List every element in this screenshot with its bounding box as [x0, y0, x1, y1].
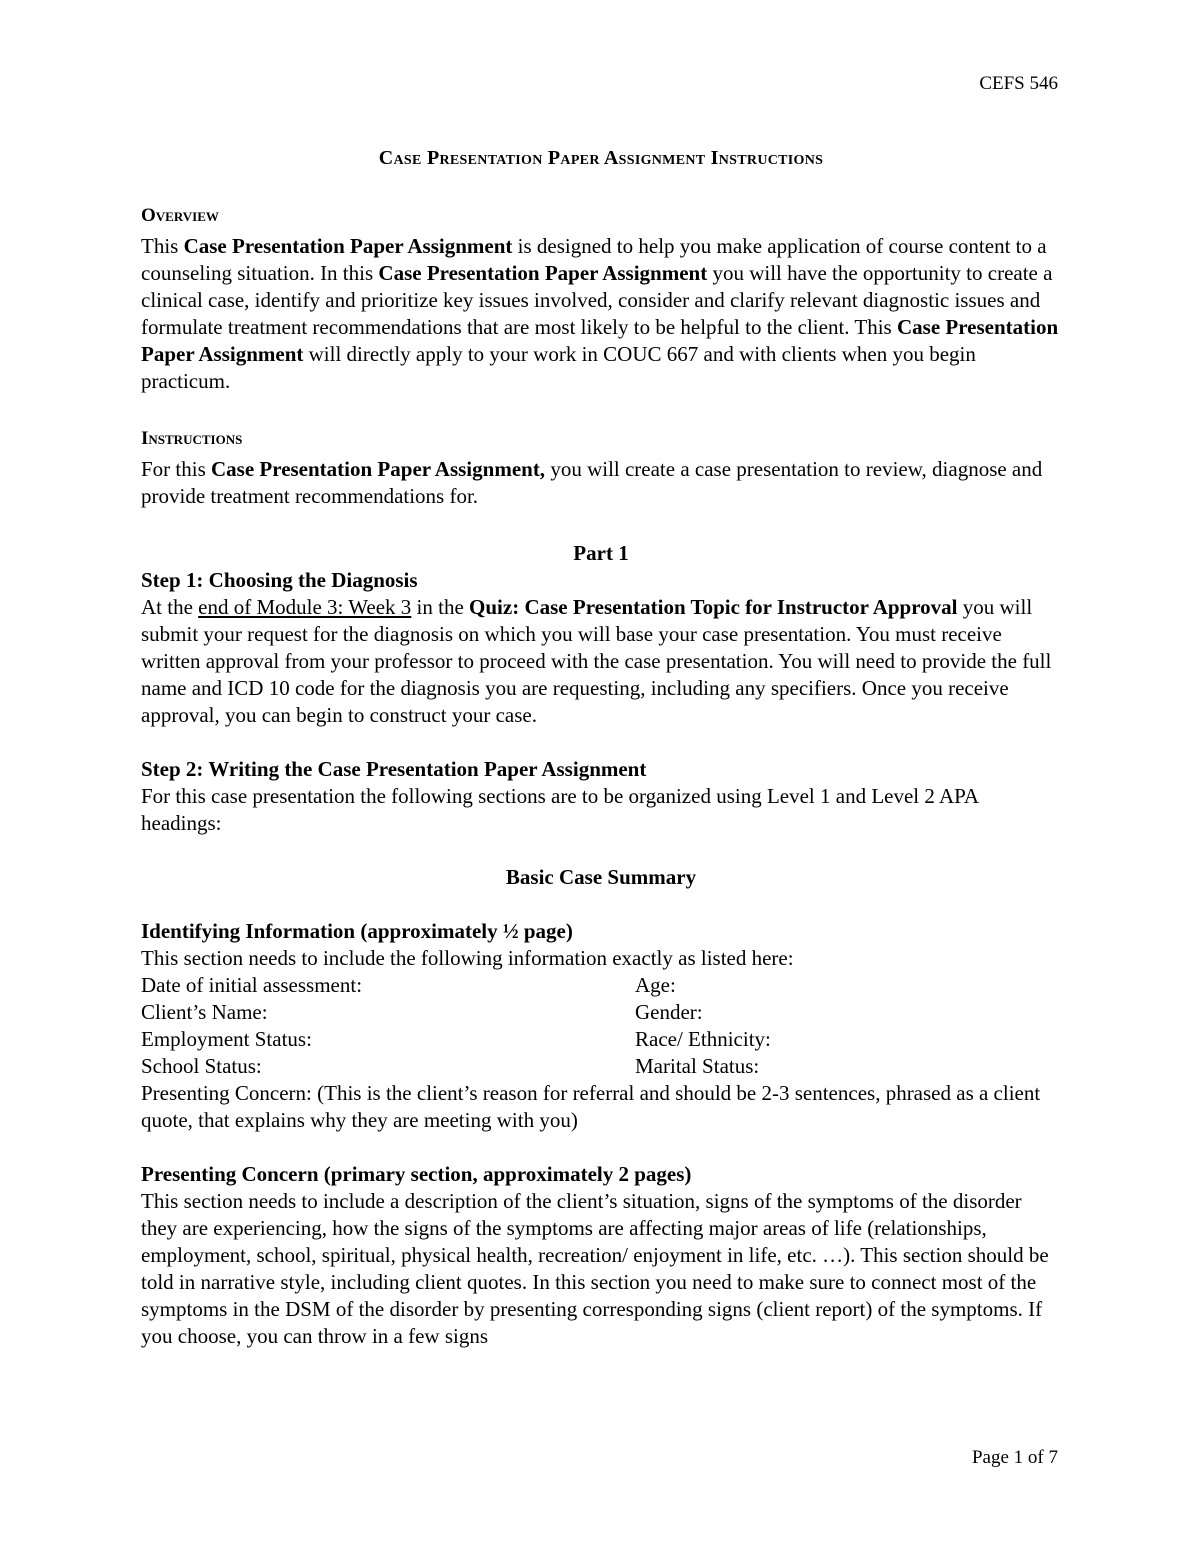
- bold-text: Case Presentation Paper Assignment: [183, 234, 513, 258]
- presenting-concern-note: Presenting Concern: (This is the client’s reason for referral and should be 2-3 sentences, phrased as a client quote, that explains why they are meeting with you): [141, 1081, 1041, 1132]
- field-label: Race/ Ethnicity:: [635, 1027, 771, 1051]
- step1-paragraph: [141, 594, 1061, 729]
- text-run: you will create a case presentation to review, diagnose and provide treatment recommendations for.: [141, 457, 1043, 508]
- identifying-information-heading: Identifying Information (approximately ½ page): [141, 919, 573, 943]
- field-label: School Status:: [141, 1054, 262, 1078]
- page-number: Page 1 of 7: [971, 1447, 1058, 1468]
- instructions-heading: Instructions: [141, 428, 243, 449]
- text-run: you will submit your request for the diagnosis on which you will base your case presentation. You must receive written approval from your professor to proceed with the case presentation. You will need to provide the full name and ICD 10 code for the diagnosis you are requesting, including any specifiers. Once you receive approval, you can begin to construct your case.: [141, 595, 1052, 727]
- field-row: [141, 1053, 1061, 1080]
- presenting-concern-heading: Presenting Concern (primary section, approximately 2 pages): [141, 1162, 692, 1186]
- field-label: Age:: [635, 973, 676, 997]
- underlined-deadline: end of Module 3: Week 3: [198, 595, 412, 619]
- page-header-course: CEFS 546: [979, 73, 1058, 94]
- basic-case-summary-heading: Basic Case Summary: [505, 865, 697, 889]
- document-title: Case Presentation Paper Assignment Instructions: [378, 147, 824, 169]
- step2-paragraph: For this case presentation the following sections are to be organized using Level 1 and Level 2 APA headings:: [141, 784, 978, 835]
- bold-text: Case Presentation Paper Assignment,: [211, 457, 546, 481]
- field-row: [141, 999, 1061, 1026]
- field-label: Date of initial assessment:: [141, 973, 363, 997]
- bold-text: Case Presentation Paper Assignment: [378, 261, 708, 285]
- field-label: Marital Status:: [635, 1054, 760, 1078]
- overview-paragraph: [141, 233, 1061, 395]
- bold-text: Case Presentation Paper Assignment: [141, 315, 1059, 366]
- instructions-paragraph: [141, 456, 1061, 510]
- document-body: [141, 145, 1061, 1350]
- step2-heading: Step 2: Writing the Case Presentation Paper Assignment: [141, 757, 647, 781]
- step1-heading: Step 1: Choosing the Diagnosis: [141, 568, 418, 592]
- quiz-name: Quiz: Case Presentation Topic for Instructor Approval: [469, 595, 958, 619]
- text-run: For this: [141, 457, 212, 481]
- text-run: will directly apply to your work in COUC 667 and with clients when you begin practicum.: [141, 342, 976, 393]
- field-row: [141, 1026, 1061, 1053]
- field-row: [141, 972, 1061, 999]
- text-run: you will have the opportunity to create a clinical case, identify and prioritize key issues involved, consider and clarify relevant diagnostic issues and formulate treatment recommendations that are most likely to be helpful to the client. This: [141, 261, 1053, 339]
- presenting-concern-paragraph: This section needs to include a description of the client’s situation, signs of the symptoms of the disorder they are experiencing, how the signs of the symptoms are affecting major areas of life (relationships, employment, school, spiritual, physical health, recreation/ enjoyment in life, etc. …). This section should be told in narrative style, including client quotes. In this section you need to make sure to connect most of the symptoms in the DSM of the disorder by presenting corresponding signs (client report) of the symptoms. If you choose, you can throw in a few signs: [141, 1189, 1049, 1348]
- text-run: is designed to help you make application of course content to a counseling situation. In this: [141, 234, 1047, 285]
- overview-heading: Overview: [141, 205, 219, 226]
- field-label: Client’s Name:: [141, 1000, 268, 1024]
- field-label: Gender:: [635, 1000, 703, 1024]
- text-run: At the: [141, 595, 199, 619]
- field-label: Employment Status:: [141, 1027, 312, 1051]
- part1-heading: Part 1: [573, 541, 629, 565]
- identifying-intro: This section needs to include the following information exactly as listed here:: [141, 946, 794, 970]
- text-run: This: [141, 234, 184, 258]
- text-run: in the: [411, 595, 470, 619]
